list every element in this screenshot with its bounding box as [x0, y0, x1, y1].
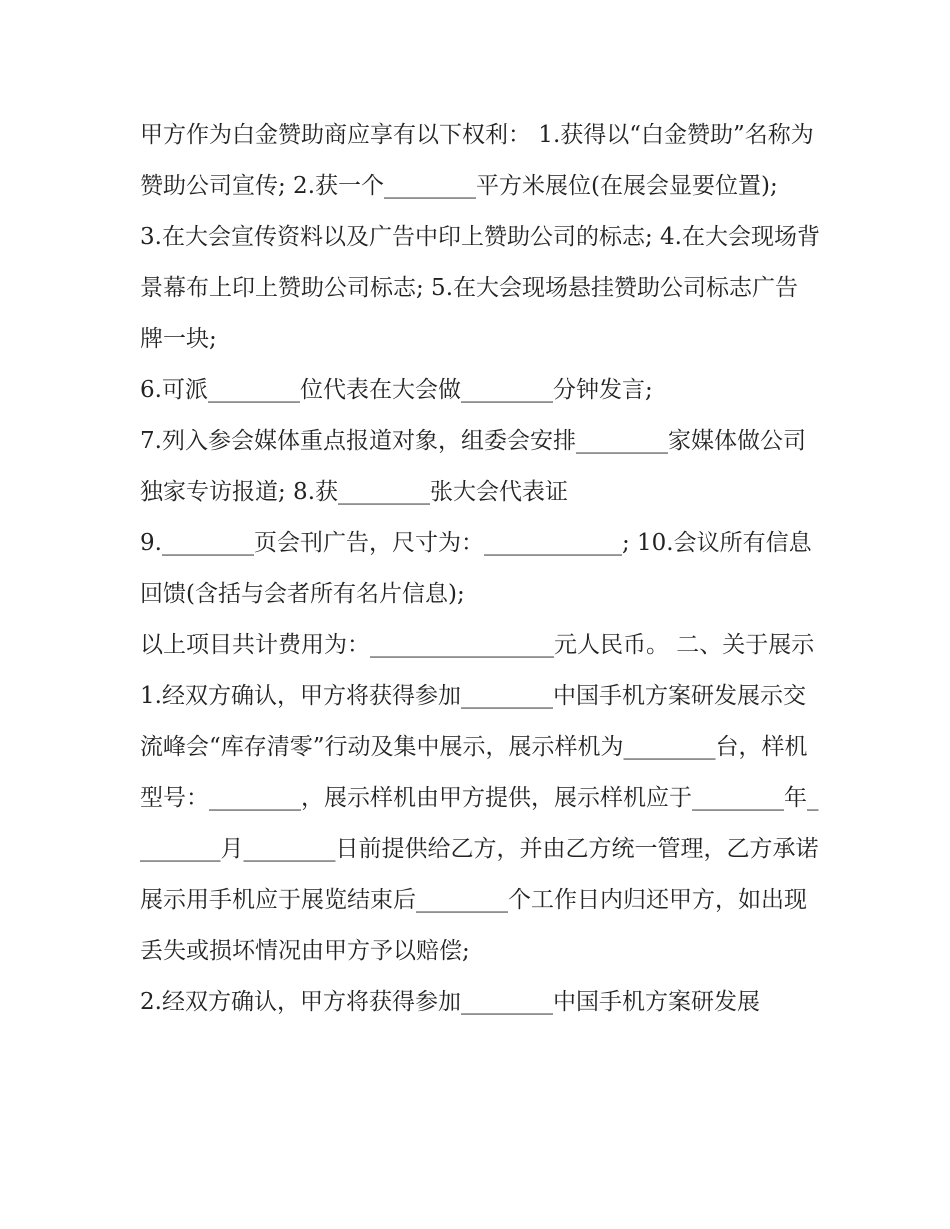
- paragraph-exhibition-2: 2.经双方确认，甲方将获得参加________中国手机方案研发展: [140, 989, 760, 1015]
- document-body: [140, 110, 820, 1028]
- paragraph-journal-ads: 9.________页会刊广告，尺寸为：____________; 10.会议所有信息回馈(含括与会者所有名片信息);: [140, 530, 812, 607]
- paragraph-exhibition-1: 1.经双方确认，甲方将获得参加________中国手机方案研发展示交流峰会“库存清零”行动及集中展示，展示样机为________台，样机型号：________，展示样机由甲方提供，展示样机应于________年________月________日前提供给乙方，并由乙方统一管理，乙方承诺展示用手机应于展览结束后________个工作日内归还甲方，如出现丢失或损坏情况由甲方予以赔偿;: [140, 683, 819, 964]
- paragraph-media-coverage: 7.列入参会媒体重点报道对象，组委会安排________家媒体做公司独家专访报道; 8.获________张大会代表证: [140, 428, 806, 505]
- paragraph-total-fee: 以上项目共计费用为：________________元人民币。 二、关于展示: [140, 632, 815, 658]
- paragraph-logo-items: 3.在大会宣传资料以及广告中印上赞助公司的标志; 4.在大会现场背景幕布上印上赞助公司标志; 5.在大会现场悬挂赞助公司标志广告牌一块;: [140, 224, 820, 352]
- paragraph-platinum-rights: 甲方作为白金赞助商应享有以下权利： 1.获得以“白金赞助”名称为赞助公司宣传; 2.获一个________平方米展位(在展会显要位置);: [140, 122, 814, 199]
- paragraph-speech: 6.可派________位代表在大会做________分钟发言;: [140, 377, 653, 403]
